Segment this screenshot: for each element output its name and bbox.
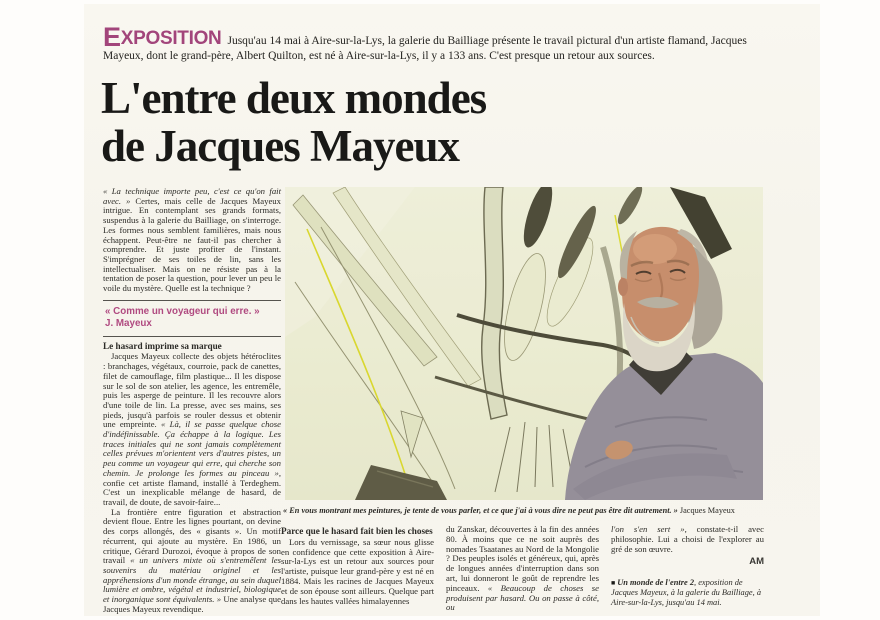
paragraph-2-tail: , confie cet artiste flamand, installé à Terdeghem. C'est un inexplicable mélange de hasard, de travail, de doute, de savoir-faire... xyxy=(103,467,281,507)
inline-quote: « un univers mixte où s'entremêlent les souvenirs du matériau originel et les appréhensions d'un monde étrange, au sein duquel lumière et ombre, végétal et industriel, biologique et inorganique sont équivalents. » xyxy=(103,555,281,605)
exhibition-details: , exposition de Jacques Mayeux, à la galerie du Bailliage, à Aire-sur-la-Lys, jusqu'au 14 mai. xyxy=(611,578,762,608)
article-headline xyxy=(101,74,661,170)
bottom-paragraph-2 xyxy=(446,525,599,613)
paragraph-3-tail: Une analyse que Jacques Mayeux revendique. xyxy=(103,594,281,614)
article-lede xyxy=(103,22,771,64)
portrait-illustration xyxy=(285,187,763,500)
paragraph-1-text: Certes, mais celle de Jacques Mayeux intrigue. En contemplant ses grands formats, suspendus à la galerie du Bailliage, on s'interroge. Les formes nous semblent familières, mais nous échappent. Peut-être ne faut-il pas chercher à comprendre. Et juste profiter de l'instant. S'imprégner de ses toiles de lin, sans les intellectualiser. Mais on ne résiste pas à la tentation de poser la question, pour lever un peu le voile du mystère. Quelle est la technique ? xyxy=(103,195,281,294)
subhead-hasard: Le hasard imprime sa marque xyxy=(103,340,222,351)
headline-line-2: de Jacques Mayeux xyxy=(101,121,459,171)
paragraph-2-lead: Jacques Mayeux collecte des objets hétéroclites : branchages, végétaux, courroie, pack de canettes, filet de camouflage, film plastique... Il les dispose sur le sol de son atelier, les agence, les entremêle, puis les asperge de peinture. Il les recouvre alors d'une toile de lin. La presse, avec ses mains, ses pieds, jusqu'à parfois se rouler dessus et obtenir une empreinte. xyxy=(103,351,281,430)
bottom-paragraph-3 xyxy=(611,525,764,554)
author-initials: AM xyxy=(749,556,764,568)
bottom-column-3 xyxy=(611,525,764,613)
left-column xyxy=(103,187,281,614)
paragraph-3-lead: La frontière entre figuration et abstraction devient floue. Entre les lignes pourtant, on devine des corps allongés, des « gisants ». Un motif récurrent, qui ajoute au mystère. En 1986, un critique, Gérard Durozoi, évoque à propos de son travail xyxy=(103,506,281,566)
inline-quote: « Beaucoup de choses se produisent par hasard. Ou on passe à côté, ou xyxy=(446,582,599,613)
headline-line-1: L'entre deux mondes xyxy=(101,73,487,123)
subhead-hasard-choses: Parce que le hasard fait bien les choses xyxy=(281,526,433,536)
paragraph-2 xyxy=(103,352,281,507)
pull-quote-text: « Comme un voyageur qui erre. » xyxy=(105,305,260,317)
inline-quote: « Là, il se passe quelque chose d'indéfinissable. Ça échappe à la logique. Les traces initiales qui ne sont jamais complètement celles prévues m'orientent vers d'autres pistes, un peu comme un voyageur qui erre, qui cherche son chemin. Je prolonge les formes au pinceau » xyxy=(103,419,281,478)
bottom-column-1 xyxy=(281,525,434,613)
paragraph-3 xyxy=(103,508,281,615)
bottom-paragraph-1: Lors du vernissage, sa sœur nous glisse en confidence que cette exposition à Aire-sur-la-Lys est un retour aux sources pour l'artiste, puisque leur grand-père y est né en 1884. Mais les racines de Jacques Mayeux et de son épouse sont ailleurs. Quelque part dans les hautes vallées himalayennes xyxy=(281,536,434,606)
bottom-column-2 xyxy=(446,525,599,613)
bottom-paragraph-2-lead: du Zanskar, découvertes à la fin des années 80. À moins que ce ne soit auprès des nomades Tsaatanes au Nord de la Mongolie ? Des peuples isolés et généreux, qui, après de longues années d'interruption dans son art, lui donneront le goût de reprendre les pinceaux. xyxy=(446,524,599,593)
square-bullet-icon: ■ xyxy=(611,579,616,588)
bottom-columns xyxy=(281,525,765,613)
pull-quote xyxy=(103,300,281,337)
pull-quote-author: J. Mayeux xyxy=(105,317,152,329)
kicker-initial: E xyxy=(103,22,121,52)
exhibition-note xyxy=(611,578,764,608)
kicker-rest: XPOSITION xyxy=(120,28,222,49)
paragraph-1 xyxy=(103,187,281,294)
caption-credit: Jacques Mayeux xyxy=(677,506,735,515)
caption-quote: « En vous montrant mes peintures, je tente de vous parler, et ce que j'ai à vous dire ne peut pas être dit autrement. » xyxy=(283,506,678,515)
newspaper-page xyxy=(84,4,820,616)
section-kicker xyxy=(103,22,222,52)
photo-caption xyxy=(283,505,765,516)
exhibition-title: Un monde de l'entre 2 xyxy=(617,578,695,588)
bottom-paragraph-3-rest: , constate-t-il avec philosophie. Lui a choisi de l'explorer au gré de son œuvre. xyxy=(611,524,764,554)
artist-portrait-photo xyxy=(285,187,763,500)
lede-text: Jusqu'au 14 mai à Aire-sur-la-Lys, la galerie du Bailliage présente le travail pictural d'un artiste flamand, Jacques Mayeux, dont le grand-père, Albert Quilton, est né à Aire-sur-la-Lys, il y a 133 ans. C'est presque un retour aux sources. xyxy=(103,35,747,62)
inline-quote: l'on s'en sert » xyxy=(611,524,685,534)
inline-quote: « La technique importe peu, c'est ce qu'on fait avec. » xyxy=(103,186,281,206)
